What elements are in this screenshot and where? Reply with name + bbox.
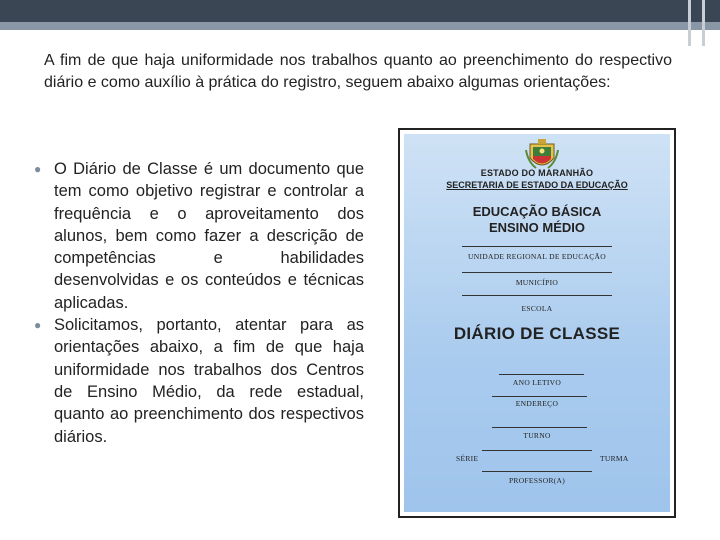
bullet-item [34, 314, 364, 448]
cover-secretary: SECRETARIA DE ESTADO DA EDUCAÇÃO [446, 180, 628, 190]
bullet-text: Solicitamos, portanto, atentar para as orientações abaixo, a fim de que haja uniformidade nos trabalhos dos Centros de Ensino Médio, da rede estadual, quanto ao preenchimento dos respectivos diários. [54, 316, 364, 446]
cover-regional-unit: UNIDADE REGIONAL DE EDUCAÇÃO [468, 252, 606, 261]
cover-grade: SÉRIE [456, 454, 479, 463]
cover-teacher: PROFESSOR(A) [508, 476, 566, 485]
municipality-line [462, 272, 612, 273]
cover-school: ESCOLA [521, 304, 553, 313]
bullet-dot-icon: ● [34, 318, 42, 333]
diary-cover [404, 134, 670, 512]
bullet-dot-icon: ● [34, 162, 42, 176]
shift-line [492, 427, 587, 428]
school-year-line [499, 374, 584, 375]
cover-education-stage: ENSINO MÉDIO [488, 220, 586, 235]
grade-class-line [482, 450, 592, 451]
teacher-line [482, 471, 592, 472]
cover-shift: TURNO [523, 431, 551, 440]
diary-cover-image [398, 128, 676, 518]
regional-unit-line [462, 246, 612, 247]
cover-address: ENDEREÇO [515, 399, 559, 408]
cover-class-group: TURMA [600, 454, 629, 463]
school-line [462, 295, 612, 296]
bullet-item [34, 158, 364, 314]
address-line [492, 396, 587, 397]
top-bar [0, 0, 720, 22]
bullet-list [34, 158, 364, 448]
cover-state: ESTADO DO MARANHÃO [480, 168, 594, 178]
bullet-text: O Diário de Classe é um documento que tem como objetivo registrar e controlar a frequência e o aproveitamento dos alunos, bem como fazer a descrição de competências e habilidades desenvolvidas e os conteúdos e técnicas aplicadas. [54, 160, 364, 312]
corner-decoration [680, 0, 720, 46]
cover-school-year: ANO LETIVO [512, 378, 562, 387]
state-seal-icon [524, 138, 560, 172]
cover-education-level: EDUCAÇÃO BÁSICA [472, 204, 602, 219]
cover-title: DIÁRIO DE CLASSE [453, 324, 621, 343]
intro-paragraph: A fim de que haja uniformidade nos trabalhos quanto ao preenchimento do respectivo diário e como auxílio à prática do registro, seguem abaixo algumas orientações: [44, 52, 672, 91]
top-accent-bar [0, 22, 720, 30]
cover-municipality: MUNICÍPIO [515, 278, 559, 287]
